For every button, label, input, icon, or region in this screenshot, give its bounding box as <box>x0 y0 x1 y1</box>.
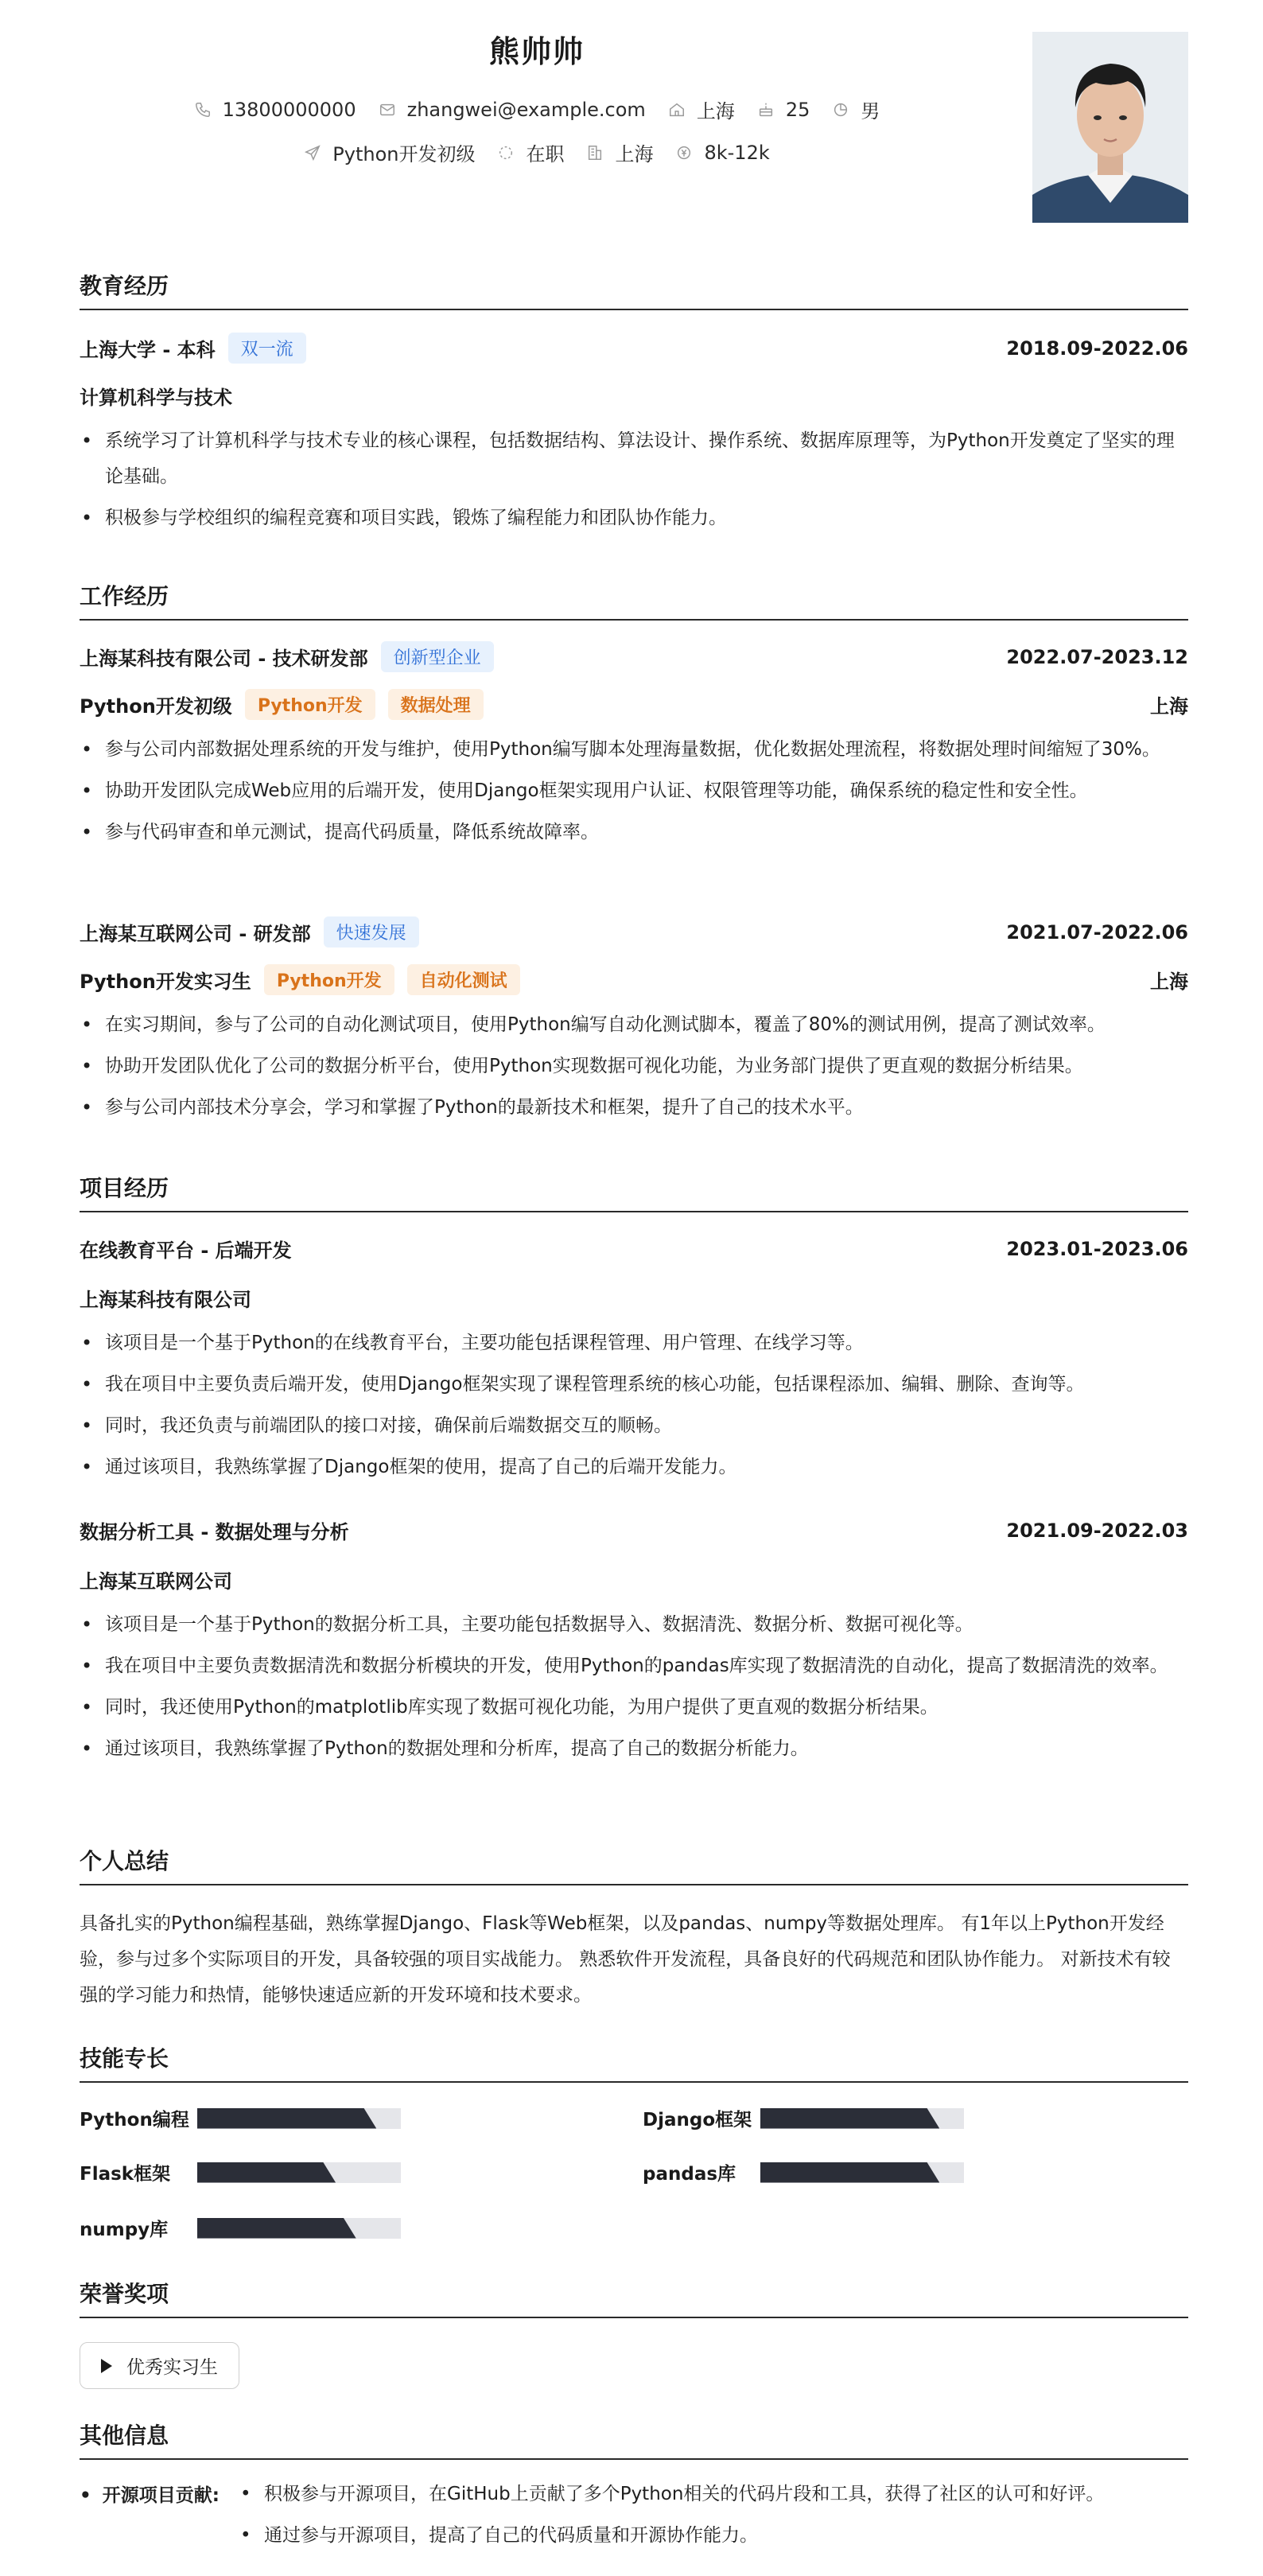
job-1-role: Python开发初级 <box>80 695 232 718</box>
skill-bar <box>760 2162 964 2183</box>
summary-title: 个人总结 <box>80 1844 1188 1885</box>
project-2-company: 上海某互联网公司 <box>80 1570 232 1593</box>
project-1-header <box>80 1235 1188 1263</box>
job-2-company: 上海某互联网公司 - 研发部 <box>80 923 311 945</box>
job-1-date: 2022.07-2023.12 <box>1006 645 1188 668</box>
skill-item <box>80 2105 401 2131</box>
profile-photo <box>1032 32 1188 223</box>
list-item: • 通过该项目，我熟练掌握了Django框架的使用，提高了自己的后端开发能力。 <box>80 1449 1188 1485</box>
skill-fill <box>197 2108 376 2129</box>
other-label-text: 开源项目贡献: <box>102 2485 220 2506</box>
status-text: 在职 <box>526 143 565 165</box>
list-item: • 协助开发团队优化了公司的数据分析平台，使用Python实现数据可视化功能，为业务部门提供了更直观的数据分析结果。 <box>80 1049 1188 1084</box>
job-1-tag-2: 数据处理 <box>388 689 484 720</box>
job-2-role: Python开发实习生 <box>80 971 251 993</box>
play-icon <box>101 2359 112 2373</box>
job-1-city: 上海 <box>1150 695 1188 718</box>
other-label <box>80 2481 220 2507</box>
profile-photo-image <box>1032 32 1188 223</box>
skill-fill <box>197 2218 356 2239</box>
education-bullets <box>80 423 1188 542</box>
list-item: • 该项目是一个基于Python的数据分析工具，主要功能包括数据导入、数据清洗、数据分析、数据可视化等。 <box>80 1607 1188 1643</box>
project-2-name: 数据分析工具 - 数据处理与分析 <box>80 1521 349 1543</box>
skills-title: 技能专长 <box>80 2041 1188 2083</box>
work-city-info <box>586 138 653 166</box>
skill-bar <box>760 2108 964 2129</box>
skill-fill <box>760 2162 939 2183</box>
money-icon <box>675 144 693 161</box>
skill-item <box>643 2159 964 2185</box>
skill-bar <box>197 2218 401 2239</box>
project-2-company-row <box>80 1566 1188 1593</box>
skill-label: pandas库 <box>643 2164 736 2185</box>
status-info <box>497 138 564 166</box>
gender-icon <box>832 101 849 119</box>
list-item: • 协助开发团队完成Web应用的后端开发，使用Django框架实现用户认证、权限管理等功能，确保系统的稳定性和安全性。 <box>80 773 1188 809</box>
gender-info <box>832 95 880 123</box>
list-item: • 参与代码审查和单元测试，提高代码质量，降低系统故障率。 <box>80 815 1188 850</box>
list-item: • 在实习期间，参与了公司的自动化测试项目，使用Python编写自动化测试脚本，覆盖了80%的测试用例，提高了测试效率。 <box>80 1007 1188 1043</box>
list-item: • 通过参与开源项目，提高了自己的代码质量和开源协作能力。 <box>239 2522 1188 2549</box>
age-info <box>757 99 810 121</box>
project-1-name: 在线教育平台 - 后端开发 <box>80 1239 292 1262</box>
school-tag: 双一流 <box>228 333 306 364</box>
project-2-header <box>80 1516 1188 1544</box>
gender-text: 男 <box>861 100 880 123</box>
city-info <box>668 95 735 123</box>
work-title: 工作经历 <box>80 579 1188 621</box>
job-1-tag-1: Python开发 <box>245 689 375 720</box>
job-2-tag-1: Python开发 <box>264 964 394 995</box>
list-item: • 积极参与开源项目，在GitHub上贡献了多个Python相关的代码片段和工具，获得了社区的认可和好评。 <box>239 2481 1188 2508</box>
job-1-company: 上海某科技有限公司 - 技术研发部 <box>80 648 368 670</box>
age-text: 25 <box>785 98 810 121</box>
school-name: 上海大学 - 本科 <box>80 339 216 361</box>
building-icon <box>586 144 604 161</box>
skill-label: Flask框架 <box>80 2164 171 2185</box>
major-row <box>80 382 1188 410</box>
mail-icon <box>379 101 396 119</box>
loading-icon <box>497 144 515 161</box>
job-2-company-tag: 快速发展 <box>324 916 419 948</box>
city-text: 上海 <box>696 100 735 123</box>
job-intent-row <box>0 138 1074 166</box>
work-city-text: 上海 <box>615 143 654 165</box>
job-2-tag-2: 自动化测试 <box>407 964 520 995</box>
salary-info <box>675 142 769 164</box>
other-title: 其他信息 <box>80 2418 1188 2460</box>
list-item: • 参与公司内部技术分享会，学习和掌握了Python的最新技术和框架，提升了自己的技术水平。 <box>80 1090 1188 1126</box>
project-1-company-row <box>80 1284 1188 1312</box>
education-header <box>80 333 1188 364</box>
resume-name: 熊帅帅 <box>488 34 585 69</box>
send-icon <box>304 144 321 161</box>
list-item: • 系统学习了计算机科学与技术专业的核心课程，包括数据结构、算法设计、操作系统、数据库原理等，为Python开发奠定了坚实的理论基础。 <box>80 423 1188 495</box>
list-item: • 参与公司内部数据处理系统的开发与维护，使用Python编写脚本处理海量数据，优化数据处理流程，将数据处理时间缩短了30%。 <box>80 732 1188 768</box>
job-1-header <box>80 641 1188 672</box>
skill-item <box>80 2215 401 2241</box>
skill-bar <box>197 2162 401 2183</box>
phone-icon <box>194 101 212 119</box>
list-item: • 同时，我还负责与前端团队的接口对接，确保前后端数据交互的顺畅。 <box>80 1408 1188 1444</box>
email-text: zhangwei@example.com <box>406 98 646 121</box>
bullet-dot: • <box>80 2485 91 2506</box>
honor-text: 优秀实习生 <box>126 2357 218 2378</box>
honor-badge <box>80 2342 239 2389</box>
project-2-bullets <box>80 1607 1188 1772</box>
skill-label: numpy库 <box>80 2220 169 2240</box>
skill-item <box>80 2159 401 2185</box>
list-item: • 同时，我还使用Python的matplotlib库实现了数据可视化功能，为用户提供了更直观的数据分析结果。 <box>80 1690 1188 1726</box>
phone-info <box>194 99 356 121</box>
phone-text: 13800000000 <box>222 98 356 121</box>
major-name: 计算机科学与技术 <box>80 387 232 409</box>
job-1-role-row <box>80 689 1188 720</box>
other-bullets <box>239 2481 1188 2563</box>
project-1-bullets <box>80 1325 1188 1491</box>
list-item: • 通过该项目，我熟练掌握了Python的数据处理和分析库，提高了自己的数据分析能力。 <box>80 1731 1188 1767</box>
honors-title: 荣誉奖项 <box>80 2277 1188 2318</box>
job-2-role-row <box>80 964 1188 995</box>
skill-bar <box>197 2108 401 2129</box>
position-info <box>304 138 475 166</box>
skill-fill <box>760 2108 939 2129</box>
projects-title: 项目经历 <box>80 1171 1188 1212</box>
education-date: 2018.09-2022.06 <box>1006 337 1188 360</box>
list-item: • 我在项目中主要负责数据清洗和数据分析模块的开发，使用Python的pandas库实现了数据清洗的自动化，提高了数据清洗的效率。 <box>80 1648 1188 1684</box>
salary-text: 8k-12k <box>704 141 770 164</box>
job-2-date: 2021.07-2022.06 <box>1006 920 1188 944</box>
summary-text: 具备扎实的Python编程基础，熟练掌握Django、Flask等Web框架，以及pandas、numpy等数据处理库。 有1年以上Python开发经验，参与过多个实际项目的开发，具备较强的项目实战能力。 熟悉软件开发流程，具备良好的代码规范和团队协作能力。 对新技术有较强的学习能力和热情，能够快速适应新的开发环境和技术要求。 <box>80 1913 1171 2006</box>
skill-label: Python编程 <box>80 2110 189 2130</box>
list-item: • 我在项目中主要负责后端开发，使用Django框架实现了课程管理系统的核心功能，包括课程添加、编辑、删除、查询等。 <box>80 1367 1188 1403</box>
project-1-company: 上海某科技有限公司 <box>80 1289 251 1311</box>
project-1-date: 2023.01-2023.06 <box>1006 1237 1188 1260</box>
list-item: • 积极参与学校组织的编程竞赛和项目实践，锻炼了编程能力和团队协作能力。 <box>80 500 1188 536</box>
education-title: 教育经历 <box>80 269 1188 310</box>
job-2-header <box>80 916 1188 948</box>
contact-row <box>0 95 1074 123</box>
job-2-city: 上海 <box>1150 971 1188 993</box>
email-info <box>379 99 646 121</box>
cake-icon <box>757 101 775 119</box>
job-1-bullets <box>80 732 1188 856</box>
home-icon <box>668 101 686 119</box>
project-2-date: 2021.09-2022.03 <box>1006 1519 1188 1542</box>
skill-fill <box>197 2162 336 2183</box>
position-text: Python开发初级 <box>332 143 476 165</box>
job-2-bullets <box>80 1007 1188 1131</box>
job-1-company-tag: 创新型企业 <box>381 641 494 672</box>
skill-label: Django框架 <box>643 2110 752 2130</box>
list-item: • 该项目是一个基于Python的在线教育平台，主要功能包括课程管理、用户管理、在线学习等。 <box>80 1325 1188 1361</box>
skill-item <box>643 2105 964 2131</box>
